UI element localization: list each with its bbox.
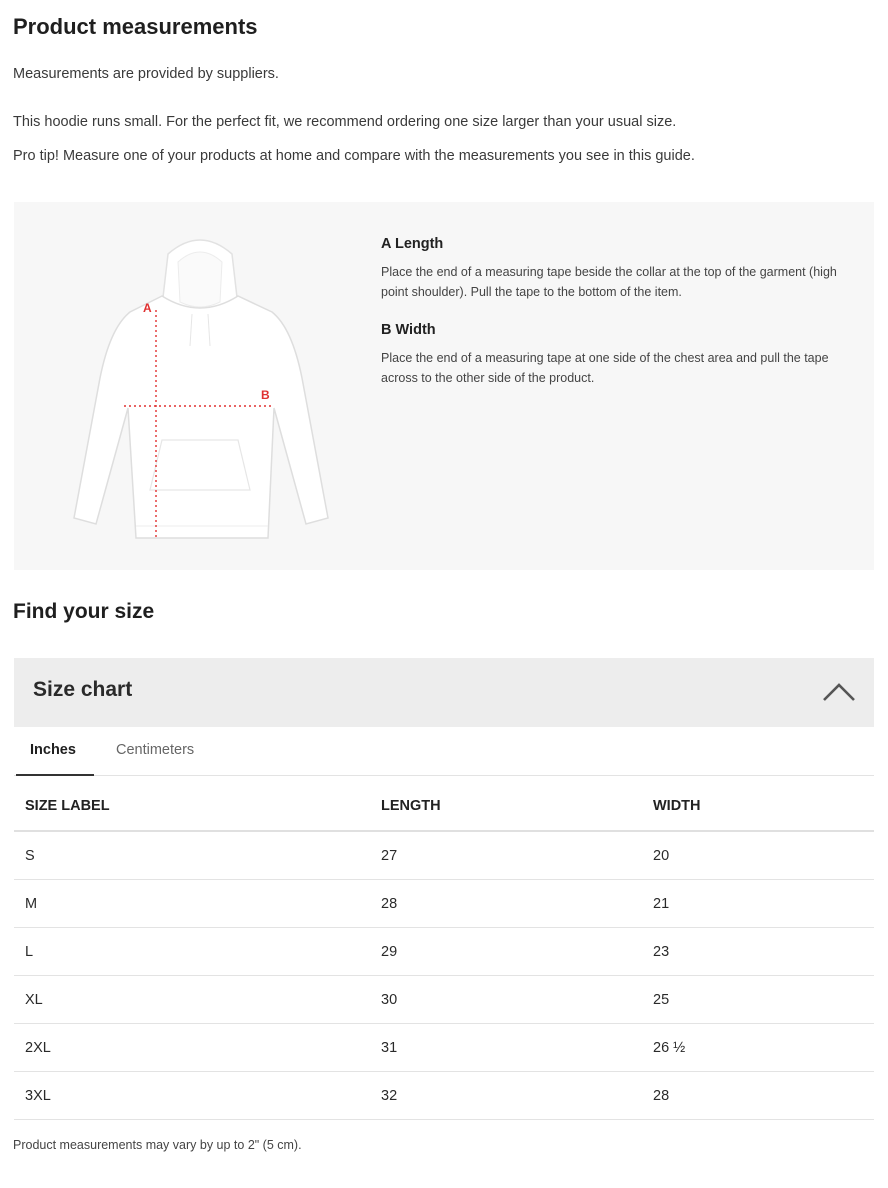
- measurement-a-title: A Length: [381, 236, 444, 252]
- measurement-guide-card: [14, 202, 874, 570]
- size-label-cell: S: [14, 831, 381, 880]
- marker-b-label: B: [261, 388, 270, 402]
- column-header-size-label: SIZE LABEL: [14, 782, 381, 831]
- marker-a-label: A: [143, 301, 152, 315]
- column-header-width: WIDTH: [653, 782, 874, 831]
- length-cell: 32: [381, 1072, 653, 1120]
- size-label-cell: L: [14, 928, 381, 976]
- measurement-footnote: Product measurements may vary by up to 2" (5 cm).: [13, 1138, 302, 1152]
- size-label-cell: M: [14, 880, 381, 928]
- find-your-size-heading: Find your size: [13, 600, 155, 623]
- width-cell: 26 ½: [653, 1024, 874, 1072]
- measurement-b-description: [381, 322, 851, 388]
- table-row: [14, 880, 874, 928]
- size-chart-accordion-header[interactable]: [14, 658, 874, 727]
- measurement-b-title: B Width: [381, 322, 436, 338]
- unit-tabs: [14, 728, 874, 776]
- active-tab-indicator: [16, 774, 94, 776]
- width-cell: 21: [653, 880, 874, 928]
- length-cell: 31: [381, 1024, 653, 1072]
- width-cell: 20: [653, 831, 874, 880]
- size-table: [14, 782, 874, 1120]
- size-label-cell: 3XL: [14, 1072, 381, 1120]
- table-row: [14, 1024, 874, 1072]
- table-row: [14, 928, 874, 976]
- tab-inches[interactable]: Inches: [30, 742, 76, 758]
- chevron-up-icon[interactable]: [822, 680, 856, 702]
- intro-suppliers-text: Measurements are provided by suppliers.: [13, 66, 279, 82]
- table-header-row: [14, 782, 874, 831]
- length-cell: 29: [381, 928, 653, 976]
- size-label-cell: 2XL: [14, 1024, 381, 1072]
- width-cell: 28: [653, 1072, 874, 1120]
- size-chart-title: Size chart: [33, 678, 133, 701]
- column-header-length: LENGTH: [381, 782, 653, 831]
- table-row: [14, 1072, 874, 1120]
- width-cell: 25: [653, 976, 874, 1024]
- hoodie-diagram: [70, 228, 330, 544]
- intro-fit-text: This hoodie runs small. For the perfect fit, we recommend ordering one size larger than your usual size.: [13, 114, 677, 130]
- width-cell: 23: [653, 928, 874, 976]
- length-cell: 30: [381, 976, 653, 1024]
- measurement-b-text: Place the end of a measuring tape at one side of the chest area and pull the tape across to the other side of the product.: [381, 351, 829, 385]
- tab-centimeters[interactable]: Centimeters: [116, 742, 195, 758]
- page-title: Product measurements: [13, 14, 258, 39]
- size-label-cell: XL: [14, 976, 381, 1024]
- length-cell: 27: [381, 831, 653, 880]
- measurement-a-description: [381, 236, 851, 302]
- length-cell: 28: [381, 880, 653, 928]
- table-row: [14, 831, 874, 880]
- intro-tip-text: Pro tip! Measure one of your products at home and compare with the measurements you see in this guide.: [13, 148, 695, 164]
- measurement-a-text: Place the end of a measuring tape beside the collar at the top of the garment (high point shoulder). Pull the tape to the bottom of the item.: [381, 265, 837, 299]
- table-row: [14, 976, 874, 1024]
